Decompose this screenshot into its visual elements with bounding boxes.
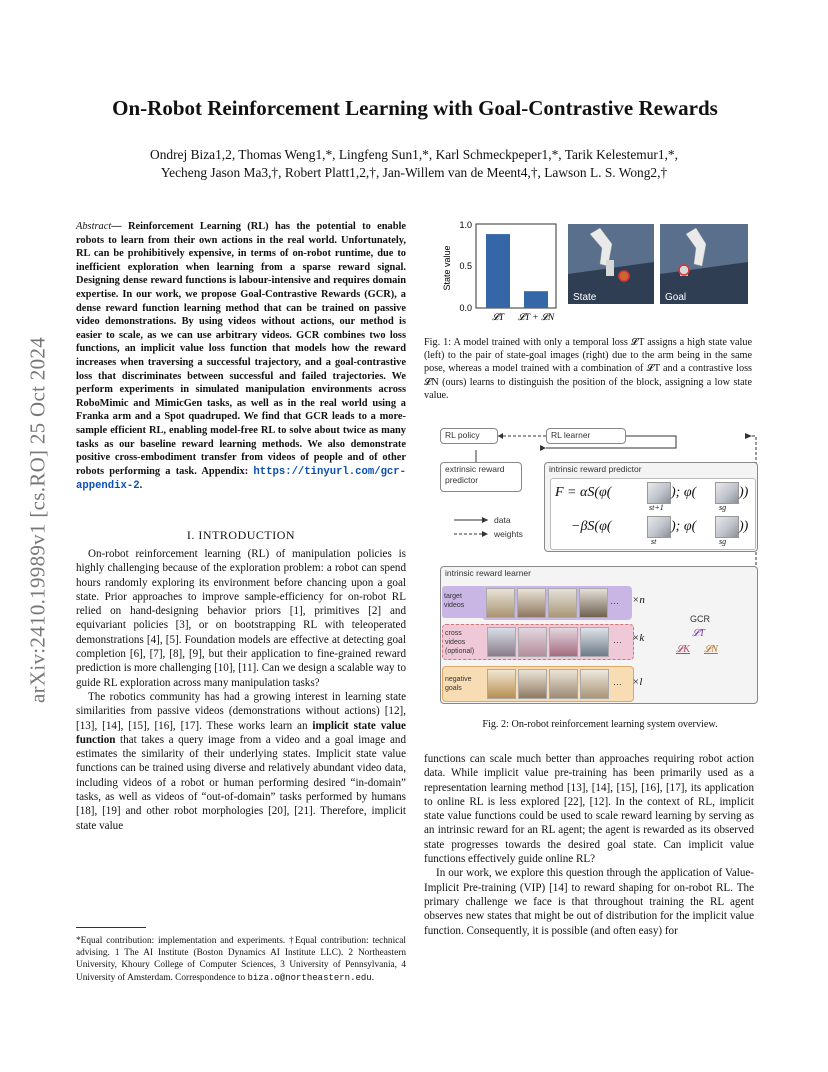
figure-1: [440, 214, 756, 326]
abstract-end: .: [139, 480, 143, 492]
intro-right-column: [424, 752, 754, 938]
abstract: [76, 220, 406, 494]
paper-title: On-Robot Reinforcement Learning with Goal-Contrastive Rewards: [112, 96, 718, 120]
row-target-videos: [482, 586, 632, 620]
equation-line-1-c: )): [739, 485, 749, 500]
row-cross-videos: [442, 624, 634, 660]
row3-multiplier: ×l: [632, 676, 643, 688]
subscript-sg-2: sg: [719, 537, 727, 546]
frame-st-thumbnail: [647, 516, 671, 538]
intro-paragraph-2: [76, 690, 406, 833]
state-value-bar-chart: [442, 220, 556, 323]
row3-line-b: goals: [445, 685, 462, 692]
x-tick-label-0: 𝓛T: [491, 313, 505, 323]
bar-lt: [486, 234, 510, 308]
goal-image-label: Goal: [665, 292, 687, 303]
row2-line-c: (optional): [445, 648, 475, 655]
author-list: [100, 146, 728, 182]
row2-line-b: videos: [445, 639, 466, 646]
legend-weights-label: weights: [494, 529, 523, 539]
loss-t-label: 𝓛T: [692, 628, 705, 639]
row1-ellipsis: ···: [610, 598, 619, 608]
row-target-videos-label-box: [442, 586, 486, 618]
extrinsic-label-1: extrinsic reward: [445, 464, 505, 474]
frame-sg-thumbnail-2: [715, 516, 739, 538]
gcr-label: GCR: [690, 614, 710, 624]
rl-policy-box: [440, 428, 498, 444]
figure-1-caption: Fig. 1: A model trained with only a temporal loss 𝓛T assigns a high state value (left) to the pair of state-goal images (right) due to the arm being in the same pose, whereas a model trained with a combination of 𝓛T and a contrastive loss 𝓛N (ours) learns to distinguish the position of the block, assigning a low state value.: [424, 337, 752, 401]
footnote: [76, 935, 406, 984]
subscript-st1: st+1: [649, 503, 664, 512]
authors-line-1: Ondrej Biza1,2, Thomas Weng1,*, Lingfeng Sun1,*, Karl Schmeckpeper1,*, Tarik Kelestemur1,*,: [150, 147, 678, 162]
loss-k-label: 𝓛K: [676, 644, 690, 655]
y-tick-label-0: 0.0: [459, 303, 472, 313]
intrinsic-predictor-label: intrinsic reward predictor: [549, 464, 642, 474]
row3-line-a: negative: [445, 676, 472, 683]
arxiv-id-text: arXiv:2410.19989v1 [cs.RO] 25 Oct 2024: [25, 336, 50, 704]
correspondence-email[interactable]: biza.o@northeastern.edu: [247, 972, 372, 983]
frame-st1-thumbnail: [647, 482, 671, 504]
subscript-sg-1: sg: [719, 503, 727, 512]
loss-n-label: 𝓛N: [704, 644, 718, 655]
authors-line-2: Yecheng Jason Ma3,†, Robert Platt1,2,†, Jan-Willem van de Meent4,†, Lawson L. S. Wong2,†: [160, 165, 668, 180]
equation-line-2-b: ); φ(: [671, 519, 697, 534]
appendix-link[interactable]: https://tinyurl.com/gcr-appendix-2: [76, 465, 406, 493]
right-paragraph-1: functions can scale much better than approaches requiring robot action data. While implicit value pre-training has been primarily used as a representation learning method [13], [14], [15], [16], [17], its application to online RL is less explored [22], [12]. In the context of RL, implicit state value functions could be used to scale reward learning by serving as an intrinsic reward for an RL agent; the agent is rewarded as its observed state progresses towards the desired goal state. Can implicit value functions effectively guide online RL?: [424, 753, 754, 866]
learner-title: intrinsic reward learner: [445, 568, 531, 578]
intro-p2-emphasis: implicit state value function: [76, 719, 406, 746]
equation-line-1-a: F = αS(φ(: [555, 485, 612, 500]
equation-line-1-b: ); φ(: [671, 485, 697, 500]
intro-left-column: [76, 547, 406, 833]
abstract-text: — Reinforcement Learning (RL) has the potential to enable robots to learn from their own actions in the real world. Unfortunately, RL can be prohibitively expensive, in terms of on-robot runtime, due to inefficient exploration when learning from a sparse reward signal. Designing dense reward functions is labour-intensive and requires domain expertise. In our work, we propose Goal-Contrastive Rewards (GCR), a dense reward function learning method that can be trained on passive video demonstrations. By using videos without actions, our method is easier to scale, as we can use arbitrary videos. GCR combines two loss functions, an implicit value loss function that models how the reward increases when traversing a successful trajectory, and a goal-contrastive loss that discriminates between successful and failed trajectories. We perform experiments in simulated manipulation environments across RoboMimic and MimicGen tasks, as well as in the real world using a Franka arm and a Spot quadruped. We find that GCR leads to a more-sample efficient RL, enabling model-free RL to solve about twice as many tasks as our baseline reward learning methods. We also demonstrate positive cross-embodiment transfer from videos of people and of other robots performing a task. Appendix:: [76, 221, 406, 477]
state-image: [568, 224, 654, 304]
intro-paragraph-1: On-robot reinforcement learning (RL) of manipulation policies is highly challenging because of the exploration problem: a robot can spend hours randomly exploring its environment before chancing upon a goal state. Prior approaches to improve sample-efficiency for on-robot RL relied on hand-designing behavior priors [1], primitives [2] and equivariant policies [3], or on bootstrapping RL with teleoperated demonstrations [4], [5]. Foundation models are effective at detecting goal completion [6], [7], [8], [9], but their application to fine-grained reward prediction is more challenging [10], [11]. Can we design a scalable way to guide RL exploration across many manipulation tasks?: [76, 548, 406, 689]
rl-learner-label: RL learner: [551, 430, 591, 440]
reward-equation: [550, 478, 756, 550]
row-negative-goals: [442, 666, 634, 702]
row-negative-goals-label: [445, 675, 471, 693]
extrinsic-label-2: predictor: [445, 475, 479, 485]
goal-image: [660, 224, 748, 304]
figure-2-caption: Fig. 2: On-robot reinforcement learning system overview.: [482, 719, 718, 730]
row-cross-videos-label: [445, 629, 474, 656]
x-tick-label-1: 𝓛T + 𝓛N: [517, 313, 555, 323]
row1-multiplier: ×n: [632, 594, 645, 606]
intro-p2-part-c: that takes a query image from a video and a goal image and estimates the similarity of their underlying states. Implicit state value functions can be trained using diverse and relatively abundant video data, including videos of a robot or human performing desired “in-domain” tasks, as well as videos of “out-of-domain” tasks performed by humans [18], [19] and other robot morphologies [20], [21]. Therefore, implicit state value: [76, 733, 406, 832]
y-tick-label-1: 0.5: [459, 261, 472, 271]
abstract-label: Abstract: [76, 221, 112, 232]
row2-multiplier: ×k: [632, 632, 645, 644]
intro-p2-part-a: The robotics community has had a growing interest in learning state similarities from passive videos (demonstrations without actions) [12], [13], [14], [15], [16], [17]. These works learn an: [76, 690, 406, 732]
legend-data-label: data: [494, 515, 511, 525]
equation-line-2-a: −βS(φ(: [571, 519, 612, 534]
row-target-videos-label: target videos: [444, 593, 465, 609]
frame-sg-thumbnail-1: [715, 482, 739, 504]
row2-ellipsis: ···: [613, 637, 622, 647]
subscript-st: st: [651, 537, 657, 546]
arxiv-stamp: [18, 280, 58, 760]
row2-line-a: cross: [445, 630, 462, 637]
state-image-label: State: [573, 292, 597, 303]
row3-ellipsis: ···: [613, 679, 622, 689]
bar-lt-plus-ln: [524, 291, 548, 308]
footnote-end: .: [371, 972, 375, 983]
y-tick-label-2: 1.0: [459, 220, 472, 230]
right-paragraph-2: In our work, we explore this question through the application of Value-Implicit Pre-training (VIP) [14] to reward shaping for on-robot RL. The primary challenge we face is that throughout training the RL agent observes new states that might be out of distribution for the implicit value function. Consequently, it is possible (and often easy) for: [424, 867, 754, 937]
y-axis-label: State value: [442, 245, 452, 291]
footnote-text: *Equal contribution: implementation and experiments. †Equal contribution: technical advising. 1 The AI Institute (Boston Dynamics AI Institute LLC). 2 Northeastern University, Khoury College of Computer Sciences, 3 University of Pennsylvania, 4 University of Amsterdam. Correspondence to: [76, 936, 406, 983]
equation-line-2-c: )): [739, 519, 749, 534]
rl-learner-box: [546, 428, 626, 444]
footnote-rule: [76, 927, 146, 928]
section-heading-introduction: I. INTRODUCTION: [186, 528, 296, 542]
figure-2: [436, 424, 766, 704]
extrinsic-reward-predictor-box: [440, 462, 522, 492]
rl-policy-label: RL policy: [445, 430, 480, 440]
